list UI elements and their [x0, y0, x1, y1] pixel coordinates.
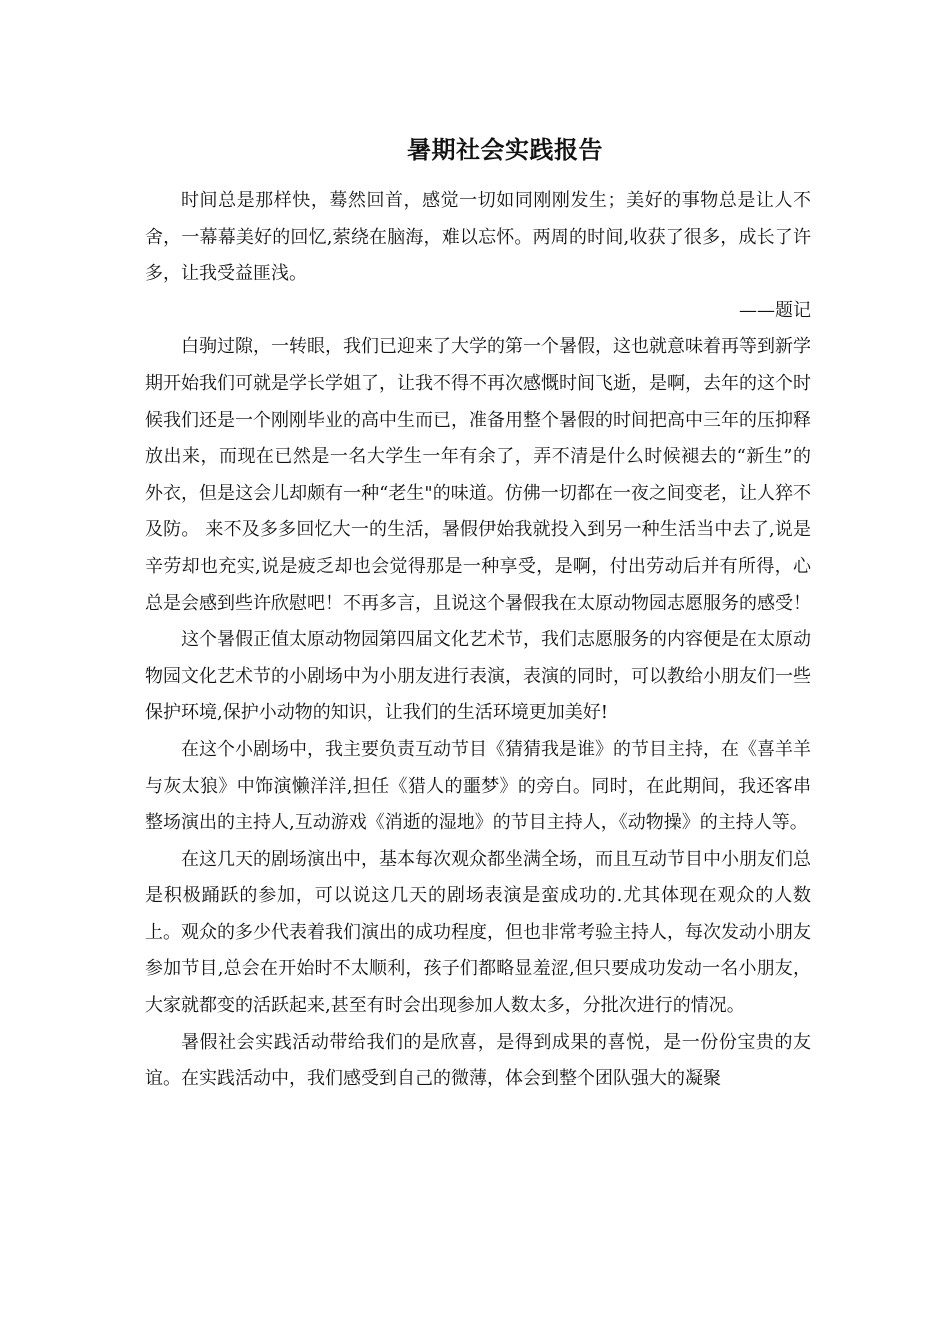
epigraph-signature: ——题记 — [739, 299, 811, 321]
paragraph-4: 在这几天的剧场演出中，基本每次观众都坐满全场，而且互动节目中小朋友们总是积极踊跃的参加，可以说这几天的剧场表演是蛮成功的.尤其体现在观众的人数上。观众的多少代表着我们演出的成功程度，但也非常考验主持人，每次发动小朋友参加节目,总会在开始时不太顺利，孩子们都略显羞涩,但只要成功发动一名小朋友，大家就都变的活跃起来,甚至有时会出现参加人数太多，分批次进行的情况。 — [145, 848, 811, 1017]
paragraph-5: 暑假社会实践活动带给我们的是欣喜，是得到成果的喜悦，是一份份宝贵的友谊。在实践活动中，我们感受到自己的微薄，体会到整个团队强大的凝聚 — [145, 1031, 811, 1090]
document-body — [145, 183, 811, 1098]
page-title: 暑期社会实践报告 — [407, 135, 603, 164]
paragraph-3: 在这个小剧场中，我主要负责互动节目《猜猜我是谁》的节目主持，在《喜羊羊与灰太狼》中饰演懒洋洋,担任《猎人的噩梦》的旁白。同时，在此期间，我还客串整场演出的主持人,互动游戏《消逝的湿地》的节目主持人，《动物操》的主持人等。 — [145, 738, 811, 834]
paragraph-2: 这个暑假正值太原动物园第四届文化艺术节，我们志愿服务的内容便是在太原动物园文化艺术节的小剧场中为小朋友进行表演，表演的同时，可以教给小朋友们一些保护环境,保护小动物的知识，让我们的生活环境更加美好! — [145, 629, 811, 724]
paragraph-1: 白驹过隙，一转眼，我们已迎来了大学的第一个暑假，这也就意味着再等到新学期开始我们可就是学长学姐了，让我不得不再次感慨时间飞逝，是啊，去年的这个时候我们还是一个刚刚毕业的高中生而已，准备用整个暑假的时间把高中三年的压抑释放出来，而现在已然是一名大学生一年有余了，弄不清是什么时候褪去的“新生”的外衣，但是这会儿却颇有一种“老生"的味道。仿佛一切都在一夜之间变老，让人猝不及防。 来不及多多回忆大一的生活，暑假伊始我就投入到另一种生活当中去了,说是辛劳却也充实,说是疲乏却也会觉得那是一种享受，是啊，付出劳动后并有所得，心总是会感到些许欣慰吧！不再多言，且说这个暑假我在太原动物园志愿服务的感受！ — [145, 336, 811, 614]
epigraph-paragraph: 时间总是那样快，蓦然回首，感觉一切如同刚刚发生；美好的事物总是让人不舍，一幕幕美好的回忆,萦绕在脑海，难以忘怀。两周的时间,收获了很多，成长了许多，让我受益匪浅。 — [145, 190, 811, 285]
